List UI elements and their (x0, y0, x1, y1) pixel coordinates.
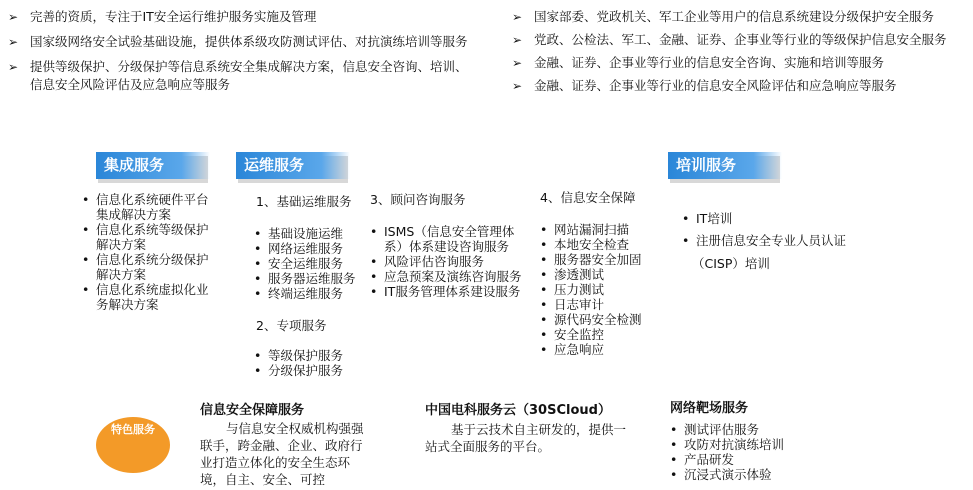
top-left-item (6, 58, 476, 94)
bullet-icon: • (670, 437, 678, 452)
list-item (668, 467, 818, 482)
bullet-icon: • (540, 297, 548, 312)
top-right-text: 金融、证券、企事业等行业的信息安全风险评估和应急响应等服务 (534, 78, 897, 93)
list-item (538, 267, 658, 282)
list-item-text: 信息化系统虚拟化业务解决方案 (96, 282, 209, 312)
list-item (80, 252, 210, 282)
assurance-text: 与信息安全权威机构强强联手，跨金融、企业、政府行业打造立体化的安全生态环境，自主、安全、可控 (200, 421, 364, 487)
arrow-bullet-icon: ➢ (8, 60, 19, 74)
list-item (680, 208, 870, 230)
list-item (80, 192, 210, 222)
bullet-icon: • (670, 452, 678, 467)
list-item (538, 327, 658, 342)
bullet-icon: • (370, 284, 378, 299)
list-item (80, 282, 210, 312)
training-cisp: （CISP）培训 (692, 256, 770, 271)
bullet-icon: • (682, 233, 690, 248)
list-item-text: ISMS（信息安全管理体系）体系建设咨询服务 (384, 224, 515, 254)
top-right-item (510, 54, 970, 72)
bullet-icon: • (540, 222, 548, 237)
list-item-text: 信息化系统硬件平台集成解决方案 (96, 192, 209, 222)
arrow-bullet-icon: ➢ (512, 79, 523, 93)
top-right-item (510, 77, 970, 95)
list-item (252, 271, 372, 286)
top-left-item (6, 33, 476, 51)
list-item-text: 网络运维服务 (268, 241, 344, 256)
list-item (252, 348, 372, 363)
bullet-icon: • (540, 282, 548, 297)
training-badge: 培训服务 (668, 152, 782, 179)
ops-basic-list (252, 226, 372, 301)
bullet-icon: • (540, 267, 548, 282)
integration-badge: 集成服务 (96, 152, 210, 179)
list-item-text: 等级保护服务 (268, 348, 344, 363)
list-item (668, 452, 818, 467)
assurance-title: 信息安全保障服务 (200, 403, 305, 418)
bullet-icon: • (370, 224, 378, 239)
ops-basic-title: 1、基础运维服务 (256, 194, 352, 209)
top-left-text: 提供等级保护、分级保护等信息系统安全集成解决方案，信息安全咨询、培训、信息安全风险评估及应急响应等服务 (30, 59, 468, 92)
list-item (668, 422, 818, 437)
list-item-text: 分级保护服务 (268, 363, 344, 378)
list-item-text: 应急响应 (554, 342, 605, 357)
list-item (538, 237, 658, 252)
ops-security-title: 4、信息安全保障 (540, 190, 636, 205)
list-item-text: 安全监控 (554, 327, 605, 342)
list-item-text: 安全运维服务 (268, 256, 344, 271)
range-list (668, 422, 818, 482)
arrow-bullet-icon: ➢ (512, 33, 523, 47)
list-item-text: 源代码安全检测 (554, 312, 642, 327)
list-item (368, 254, 526, 269)
list-item-text: 终端运维服务 (268, 286, 344, 301)
list-item-text: 风险评估咨询服务 (384, 254, 485, 269)
list-item (252, 363, 372, 378)
featured-badge-label: 特色服务 (111, 423, 155, 436)
training-list (680, 208, 870, 252)
list-item (252, 286, 372, 301)
bullet-icon: • (254, 256, 262, 271)
list-item-text: 攻防对抗演练培训 (684, 437, 785, 452)
list-item-text: 基础设施运维 (268, 226, 344, 241)
top-right-text: 金融、证券、企事业等行业的信息安全咨询、实施和培训等服务 (534, 55, 885, 70)
list-item-text: 沉浸式演示体验 (684, 467, 772, 482)
cloud-title: 中国电科服务云（30SCloud） (425, 403, 611, 418)
bullet-icon: • (670, 467, 678, 482)
bullet-icon: • (254, 226, 262, 241)
bullet-icon: • (82, 222, 90, 237)
list-item (538, 342, 658, 357)
bullet-icon: • (370, 269, 378, 284)
list-item (668, 437, 818, 452)
ops-consult-title: 3、顾问咨询服务 (370, 192, 466, 207)
list-item-text: 产品研发 (684, 452, 735, 467)
arrow-bullet-icon: ➢ (8, 10, 19, 24)
list-item-text: 服务器运维服务 (268, 271, 356, 286)
bullet-icon: • (540, 312, 548, 327)
list-item-text: 服务器安全加固 (554, 252, 642, 267)
ops-special-title: 2、专项服务 (256, 318, 327, 333)
list-item-text: 日志审计 (554, 297, 605, 312)
bullet-icon: • (540, 342, 548, 357)
top-left-text: 国家级网络安全试验基础设施，提供体系级攻防测试评估、对抗演练培训等服务 (30, 34, 468, 49)
list-item (538, 297, 658, 312)
bullet-icon: • (254, 348, 262, 363)
bullet-icon: • (370, 254, 378, 269)
bullet-icon: • (540, 237, 548, 252)
ops-badge: 运维服务 (236, 152, 350, 179)
list-item-text: IT培训 (696, 211, 733, 226)
cloud-text: 基于云技术自主研发的，提供一站式全面服务的平台。 (425, 422, 627, 454)
list-item (368, 269, 526, 284)
list-item (538, 312, 658, 327)
list-item (368, 224, 526, 254)
list-item-text: 信息化系统等级保护解决方案 (96, 222, 209, 252)
list-item (252, 241, 372, 256)
ops-security-list (538, 222, 658, 357)
bullet-icon: • (540, 252, 548, 267)
top-right-item (510, 8, 970, 26)
bullet-icon: • (670, 422, 678, 437)
list-item (80, 222, 210, 252)
list-item-text: IT服务管理体系建设服务 (384, 284, 521, 299)
bullet-icon: • (254, 271, 262, 286)
list-item-text: 信息化系统分级保护解决方案 (96, 252, 209, 282)
list-item (538, 222, 658, 237)
list-item-text: 渗透测试 (554, 267, 605, 282)
top-right-list (510, 8, 970, 100)
bullet-icon: • (540, 327, 548, 342)
list-item-text: 本地安全检查 (554, 237, 630, 252)
bullet-icon: • (82, 192, 90, 207)
top-left-text: 完善的资质，专注于IT安全运行维护服务实施及管理 (30, 9, 317, 24)
bullet-icon: • (254, 241, 262, 256)
list-item (252, 226, 372, 241)
arrow-bullet-icon: ➢ (8, 35, 19, 49)
integration-list (80, 192, 210, 312)
top-right-item (510, 31, 970, 49)
list-item (680, 230, 870, 252)
top-left-item (6, 8, 476, 26)
list-item-text: 应急预案及演练咨询服务 (384, 269, 522, 284)
list-item (368, 284, 526, 299)
bullet-icon: • (82, 252, 90, 267)
list-item (538, 282, 658, 297)
list-item (252, 256, 372, 271)
list-item-text: 网站漏洞扫描 (554, 222, 630, 237)
bullet-icon: • (82, 282, 90, 297)
arrow-bullet-icon: ➢ (512, 56, 523, 70)
arrow-bullet-icon: ➢ (512, 10, 523, 24)
top-left-list (6, 8, 476, 101)
list-item (538, 252, 658, 267)
top-right-text: 国家部委、党政机关、军工企业等用户的信息系统建设分级保护安全服务 (534, 9, 935, 24)
bullet-icon: • (254, 363, 262, 378)
bullet-icon: • (254, 286, 262, 301)
ops-special-list (252, 348, 372, 378)
list-item-text: 注册信息安全专业人员认证 (696, 233, 847, 248)
featured-badge (96, 417, 170, 473)
top-right-text: 党政、公检法、军工、金融、证券、企事业等行业的等级保护信息安全服务 (534, 32, 947, 47)
list-item-text: 压力测试 (554, 282, 605, 297)
bullet-icon: • (682, 211, 690, 226)
ops-consult-list (368, 224, 526, 299)
list-item-text: 测试评估服务 (684, 422, 760, 437)
range-title: 网络靶场服务 (670, 401, 749, 416)
